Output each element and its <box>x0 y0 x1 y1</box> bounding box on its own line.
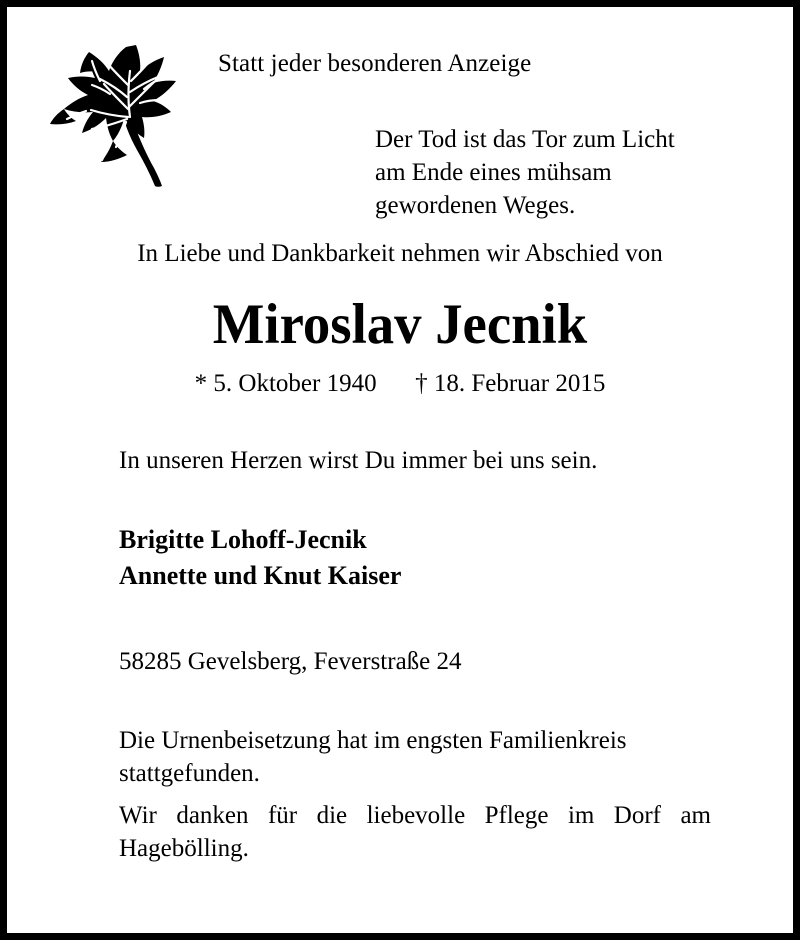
memory-line: In unseren Herzen wirst Du immer bei uns sein. <box>119 446 598 474</box>
obituary-header <box>7 7 793 217</box>
list-item: Annette und Knut Kaiser <box>119 560 402 590</box>
memorial-quote <box>375 123 675 222</box>
quote-line-3: gewordenen Weges. <box>375 192 576 219</box>
statt-jeder-line: Statt jeder besonderen Anzeige <box>218 50 532 77</box>
obituary-body <box>7 445 793 898</box>
deceased-name: Miroslav Jecnik <box>212 293 588 356</box>
maple-leaf-icon <box>40 37 180 207</box>
quote-line-2: am Ende eines mühsam <box>375 159 612 186</box>
birth-date: * 5. Oktober 1940 <box>194 369 377 397</box>
obituary-card-inner <box>7 7 793 933</box>
survivors-list <box>119 522 711 594</box>
burial-notice: Die Urnenbeisetzung hat im engsten Familienkreis stattgefunden. <box>119 727 627 787</box>
thanks-notice: Wir danken für die liebevolle Pflege im Dorf am Hagebölling. <box>119 802 711 862</box>
memorial-center-block <box>7 239 793 399</box>
death-date: † 18. Februar 2015 <box>415 369 606 397</box>
address-line: 58285 Gevelsberg, Feverstraße 24 <box>119 647 462 675</box>
farewell-intro-line: In Liebe und Dankbarkeit nehmen wir Abschied von <box>137 240 663 267</box>
quote-line-1: Der Tod ist das Tor zum Licht <box>375 126 675 153</box>
life-dates <box>7 369 793 399</box>
list-item: Brigitte Lohoff-Jecnik <box>119 525 367 555</box>
